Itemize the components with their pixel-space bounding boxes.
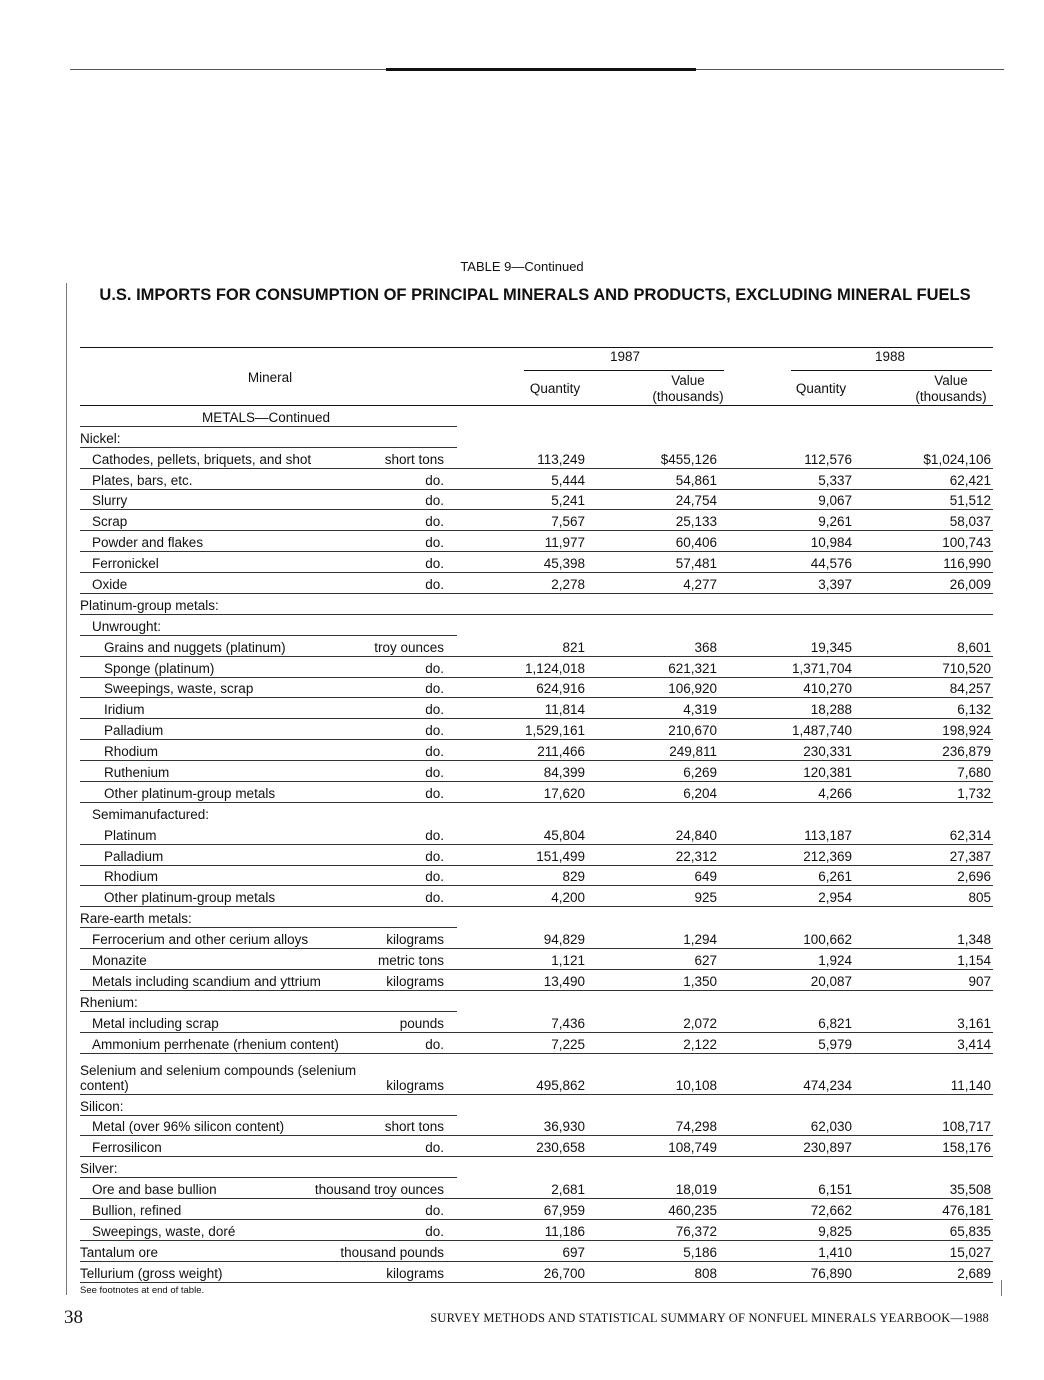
quantity-1988: 18,288 — [810, 702, 852, 718]
table-title: U.S. IMPORTS FOR CONSUMPTION OF PRINCIPAL MINERALS AND PRODUCTS, EXCLUDING MINERAL FUELS — [99, 286, 971, 304]
value-1988: 2,696 — [957, 869, 991, 885]
table-row — [80, 510, 993, 531]
table-row — [80, 552, 993, 573]
value-1988: 27,387 — [949, 848, 991, 864]
header-value-label: Value — [934, 373, 968, 388]
row-unit: kilograms — [386, 932, 444, 948]
quantity-1987: 5,241 — [551, 493, 585, 509]
value-1988: 62,314 — [949, 827, 991, 843]
section-title: METALS—Continued — [202, 409, 331, 425]
quantity-1988: 1,487,740 — [791, 723, 852, 739]
row-label: Tantalum ore — [80, 1244, 159, 1260]
value-1988: 84,257 — [949, 681, 991, 697]
row-unit: do. — [425, 535, 444, 551]
header-value-1988 — [903, 373, 999, 405]
value-1987: $455,126 — [660, 451, 717, 467]
quantity-1988: 1,924 — [818, 953, 852, 969]
value-1987: 368 — [694, 639, 717, 655]
row-label: Ammonium perrhenate (rhenium content) — [92, 1036, 339, 1052]
table-row — [80, 698, 993, 719]
value-1988: 907 — [968, 973, 991, 989]
table-row — [80, 1220, 993, 1241]
row-label: Platinum — [104, 827, 157, 843]
value-1988: 805 — [968, 890, 991, 906]
row-unit: short tons — [384, 1119, 444, 1135]
table-row — [80, 1054, 993, 1095]
row-label: Semimanufactured: — [92, 806, 210, 822]
running-title: SURVEY METHODS AND STATISTICAL SUMMARY OF NONFUEL MINERALS YEARBOOK—1988 — [430, 1311, 989, 1325]
value-1988: 1,732 — [957, 785, 991, 801]
right-margin-line — [1001, 1280, 1002, 1296]
quantity-1987: 36,930 — [543, 1119, 585, 1135]
table-row — [80, 573, 993, 594]
year-1988-rule — [791, 370, 992, 371]
row-label: Unwrought: — [92, 618, 162, 634]
row-label: Plates, bars, etc. — [92, 472, 193, 488]
quantity-1987: 45,398 — [543, 556, 585, 572]
row-unit: do. — [425, 765, 444, 781]
row-unit: thousand pounds — [340, 1244, 444, 1260]
value-1988: 2,689 — [957, 1265, 991, 1281]
value-1987: 108,749 — [668, 1140, 717, 1156]
value-1987: 649 — [694, 869, 717, 885]
table-row — [80, 824, 993, 845]
value-1988: 100,743 — [942, 535, 991, 551]
quantity-1988: 100,662 — [803, 932, 852, 948]
table-row — [80, 803, 993, 824]
quantity-1988: 9,825 — [818, 1223, 852, 1239]
quantity-1987: 45,804 — [543, 827, 585, 843]
row-unit: do. — [425, 785, 444, 801]
row-unit: do. — [425, 493, 444, 509]
header-year-1987: 1987 — [609, 349, 641, 364]
row-label: Palladium — [104, 848, 164, 864]
quantity-1988: 113,187 — [804, 827, 852, 843]
row-label: Rhenium: — [80, 994, 138, 1010]
header-value-unit: (thousands) — [915, 389, 987, 404]
value-1987: 22,312 — [675, 848, 717, 864]
quantity-1987: 11,977 — [544, 535, 585, 551]
quantity-1988: 10,984 — [810, 535, 852, 551]
table-row — [80, 1178, 993, 1199]
value-1987: 106,920 — [668, 681, 717, 697]
quantity-1987: 495,862 — [536, 1077, 585, 1093]
table-row — [80, 427, 993, 448]
row-unit: kilograms — [386, 1265, 444, 1281]
row-label: Slurry — [92, 493, 128, 509]
table-row — [80, 928, 993, 949]
value-1987: 18,019 — [675, 1182, 717, 1198]
value-1987: 76,372 — [675, 1223, 717, 1239]
quantity-1988: 2,954 — [818, 890, 852, 906]
row-label: Scrap — [92, 514, 128, 530]
value-1988: 710,520 — [942, 660, 991, 676]
quantity-1988: 6,151 — [818, 1182, 852, 1198]
value-1987: 74,298 — [675, 1119, 717, 1135]
quantity-1987: 2,278 — [551, 577, 585, 593]
row-unit: short tons — [384, 451, 444, 467]
row-label: Powder and flakes — [92, 535, 204, 551]
value-1987: 6,204 — [683, 785, 717, 801]
row-unit: troy ounces — [374, 639, 444, 655]
table-row — [80, 761, 993, 782]
value-1988: 3,161 — [957, 1015, 991, 1031]
row-label: Tellurium (gross weight) — [80, 1265, 223, 1281]
value-1987: 627 — [694, 953, 717, 969]
table-row — [80, 1012, 993, 1033]
table-row — [80, 1241, 993, 1262]
row-label: Metal including scrap — [92, 1015, 219, 1031]
quantity-1988: 19,345 — [810, 639, 852, 655]
quantity-1987: 11,186 — [544, 1223, 585, 1239]
table-row — [80, 970, 993, 991]
header-value-label: Value — [671, 373, 705, 388]
table-row — [80, 1262, 993, 1283]
row-unit: do. — [425, 869, 444, 885]
quantity-1988: 1,410 — [818, 1244, 852, 1260]
quantity-1987: 151,499 — [536, 848, 585, 864]
row-unit: do. — [425, 577, 444, 593]
quantity-1987: 230,658 — [536, 1140, 585, 1156]
row-label: Sponge (platinum) — [104, 660, 215, 676]
row-unit: thousand troy ounces — [314, 1182, 444, 1198]
row-label: Palladium — [104, 723, 164, 739]
header-value-unit: (thousands) — [652, 389, 724, 404]
quantity-1988: 1,371,704 — [791, 660, 852, 676]
row-label: Other platinum-group metals — [104, 890, 276, 906]
row-unit: do. — [425, 1223, 444, 1239]
quantity-1987: 67,959 — [543, 1202, 585, 1218]
quantity-1988: 230,897 — [803, 1140, 852, 1156]
quantity-1987: 1,124,018 — [524, 660, 585, 676]
quantity-1988: 474,234 — [803, 1077, 852, 1093]
quantity-1988: 3,397 — [818, 577, 852, 593]
row-unit: do. — [425, 827, 444, 843]
quantity-1987: 1,529,161 — [524, 723, 585, 739]
quantity-1988: 4,266 — [818, 785, 852, 801]
row-unit: do. — [425, 472, 444, 488]
quantity-1987: 17,620 — [543, 785, 585, 801]
quantity-1988: 212,369 — [803, 848, 852, 864]
row-label: Silver: — [80, 1161, 118, 1177]
value-1988: 198,924 — [942, 723, 991, 739]
quantity-1988: 6,821 — [818, 1015, 852, 1031]
quantity-1988: 20,087 — [810, 973, 852, 989]
row-label: Ferronickel — [92, 556, 159, 572]
table-label: TABLE 9—Continued — [460, 259, 584, 274]
row-label: Metals including scandium and yttrium — [92, 973, 321, 989]
value-1987: 54,861 — [675, 472, 717, 488]
table-row — [80, 636, 993, 657]
value-1987: 249,811 — [669, 744, 717, 760]
table-row — [80, 1136, 993, 1157]
table-row — [80, 740, 993, 761]
value-1987: 808 — [694, 1265, 717, 1281]
quantity-1987: 94,829 — [543, 932, 585, 948]
quantity-1987: 26,700 — [543, 1265, 585, 1281]
row-unit: kilograms — [386, 973, 444, 989]
row-unit: kilograms — [386, 1077, 444, 1093]
quantity-1987: 7,436 — [551, 1015, 585, 1031]
table-row — [80, 531, 993, 552]
row-label: Sweepings, waste, doré — [92, 1223, 236, 1239]
table-row — [80, 594, 993, 615]
value-1987: 621,321 — [668, 660, 717, 676]
row-unit: do. — [425, 681, 444, 697]
header-year-1988: 1988 — [874, 349, 906, 364]
row-label: Ore and base bullion — [92, 1182, 217, 1198]
table-body — [80, 406, 993, 1283]
value-1987: 25,133 — [675, 514, 717, 530]
value-1988: 158,176 — [942, 1140, 991, 1156]
quantity-1987: 1,121 — [551, 953, 585, 969]
table-row — [80, 615, 993, 636]
header-mineral: Mineral — [247, 370, 293, 385]
quantity-1988: 62,030 — [810, 1119, 852, 1135]
value-1987: 1,350 — [683, 973, 717, 989]
row-label: Monazite — [92, 953, 147, 969]
quantity-1988: 9,261 — [818, 514, 852, 530]
value-1988: 116,990 — [943, 556, 991, 572]
quantity-1987: 11,814 — [544, 702, 585, 718]
value-1988: 35,508 — [949, 1182, 991, 1198]
quantity-1988: 44,576 — [810, 556, 852, 572]
row-unit: do. — [425, 723, 444, 739]
row-label: Rhodium — [104, 744, 159, 760]
row-unit: do. — [425, 890, 444, 906]
top-bar — [386, 68, 696, 71]
value-1988: 1,154 — [957, 953, 991, 969]
value-1987: 24,754 — [675, 493, 717, 509]
row-unit: do. — [425, 744, 444, 760]
value-1988: $1,024,106 — [923, 451, 991, 467]
quantity-1987: 697 — [562, 1244, 585, 1260]
table-row — [80, 1033, 993, 1054]
row-unit: do. — [425, 660, 444, 676]
quantity-1988: 230,331 — [803, 744, 852, 760]
value-1987: 6,269 — [683, 765, 717, 781]
value-1988: 3,414 — [957, 1036, 991, 1052]
value-1987: 210,670 — [668, 723, 717, 739]
row-label: Nickel: — [80, 430, 121, 446]
value-1987: 60,406 — [675, 535, 717, 551]
page-number: 38 — [64, 1307, 83, 1328]
row-label: Sweepings, waste, scrap — [104, 681, 254, 697]
table-row — [80, 845, 993, 866]
row-label: Silicon: — [80, 1098, 124, 1114]
table-row — [80, 866, 993, 887]
quantity-1987: 7,567 — [551, 514, 585, 530]
quantity-1988: 112,576 — [804, 451, 852, 467]
value-1988: 7,680 — [957, 765, 991, 781]
row-label: Cathodes, pellets, briquets, and shot — [92, 451, 312, 467]
row-label: Ruthenium — [104, 765, 170, 781]
value-1988: 26,009 — [949, 577, 991, 593]
section-header-row — [80, 406, 993, 427]
row-label: Metal (over 96% silicon content) — [92, 1119, 285, 1135]
row-unit: metric tons — [377, 953, 444, 969]
header-quantity-1987: Quantity — [529, 381, 581, 396]
quantity-1987: 624,916 — [536, 681, 585, 697]
header-value-1987 — [640, 373, 736, 405]
table-row — [80, 1157, 993, 1178]
quantity-1987: 821 — [562, 639, 585, 655]
value-1988: 108,717 — [942, 1119, 991, 1135]
value-1987: 2,122 — [683, 1036, 717, 1052]
row-label: Iridium — [104, 702, 145, 718]
value-1987: 460,235 — [668, 1202, 717, 1218]
row-label: Grains and nuggets (platinum) — [104, 639, 286, 655]
quantity-1987: 829 — [562, 869, 585, 885]
quantity-1987: 84,399 — [543, 765, 585, 781]
table-row — [80, 448, 993, 469]
row-label: Rhodium — [104, 869, 159, 885]
value-1988: 51,512 — [949, 493, 991, 509]
quantity-1988: 72,662 — [810, 1202, 852, 1218]
table-row — [80, 949, 993, 970]
table-row — [80, 678, 993, 699]
value-1988: 15,027 — [949, 1244, 991, 1260]
table-row — [80, 469, 993, 490]
table-row — [80, 991, 993, 1012]
row-label: Platinum-group metals: — [80, 597, 219, 613]
quantity-1987: 7,225 — [551, 1036, 585, 1052]
row-label: Ferrocerium and other cerium alloys — [92, 932, 309, 948]
quantity-1988: 76,890 — [810, 1265, 852, 1281]
quantity-1988: 410,270 — [803, 681, 852, 697]
row-unit: do. — [425, 702, 444, 718]
value-1988: 476,181 — [942, 1202, 991, 1218]
row-unit: do. — [425, 1036, 444, 1052]
value-1987: 1,294 — [683, 932, 717, 948]
table-row — [80, 1199, 993, 1220]
value-1987: 2,072 — [683, 1015, 717, 1031]
quantity-1987: 5,444 — [551, 472, 585, 488]
row-unit: do. — [425, 1202, 444, 1218]
row-label: Selenium and selenium compounds (selenium content) — [80, 1062, 357, 1093]
quantity-1987: 13,490 — [543, 973, 585, 989]
table-row — [80, 719, 993, 740]
quantity-1987: 2,681 — [551, 1182, 585, 1198]
year-1987-rule — [524, 370, 724, 371]
table-row — [80, 657, 993, 678]
footnote: See footnotes at end of table. — [80, 1285, 205, 1296]
table-row — [80, 1095, 993, 1116]
value-1988: 1,348 — [957, 932, 991, 948]
quantity-1988: 5,979 — [818, 1036, 852, 1052]
row-unit: pounds — [399, 1015, 444, 1031]
value-1988: 236,879 — [942, 744, 991, 760]
quantity-1988: 120,381 — [803, 765, 852, 781]
value-1987: 5,186 — [683, 1244, 717, 1260]
value-1987: 57,481 — [675, 556, 717, 572]
quantity-1987: 4,200 — [551, 890, 585, 906]
row-unit: do. — [425, 556, 444, 572]
row-unit: do. — [425, 514, 444, 530]
row-unit: do. — [425, 1140, 444, 1156]
quantity-1988: 6,261 — [818, 869, 852, 885]
table-row — [80, 782, 993, 803]
left-margin-line — [66, 283, 67, 1295]
row-label: Bullion, refined — [92, 1202, 182, 1218]
table-row — [80, 907, 993, 928]
value-1987: 10,108 — [675, 1077, 717, 1093]
table-row — [80, 490, 993, 511]
quantity-1988: 9,067 — [818, 493, 852, 509]
table-row — [80, 886, 993, 907]
header-quantity-1988: Quantity — [795, 381, 847, 396]
row-label: Oxide — [92, 577, 128, 593]
table-row — [80, 1116, 993, 1137]
value-1987: 24,840 — [675, 827, 717, 843]
quantity-1988: 5,337 — [818, 472, 852, 488]
row-label: Other platinum-group metals — [104, 785, 276, 801]
row-label: Rare-earth metals: — [80, 911, 192, 927]
value-1987: 925 — [694, 890, 717, 906]
value-1987: 4,319 — [683, 702, 717, 718]
row-unit: do. — [425, 848, 444, 864]
value-1988: 65,835 — [949, 1223, 991, 1239]
value-1988: 8,601 — [957, 639, 991, 655]
value-1988: 6,132 — [957, 702, 991, 718]
value-1988: 11,140 — [950, 1077, 991, 1093]
quantity-1987: 113,249 — [537, 451, 585, 467]
row-label: Ferrosilicon — [92, 1140, 162, 1156]
value-1988: 62,421 — [949, 472, 991, 488]
header-top-rule — [80, 347, 993, 348]
value-1988: 58,037 — [949, 514, 991, 530]
quantity-1987: 211,466 — [537, 744, 585, 760]
value-1987: 4,277 — [683, 577, 717, 593]
